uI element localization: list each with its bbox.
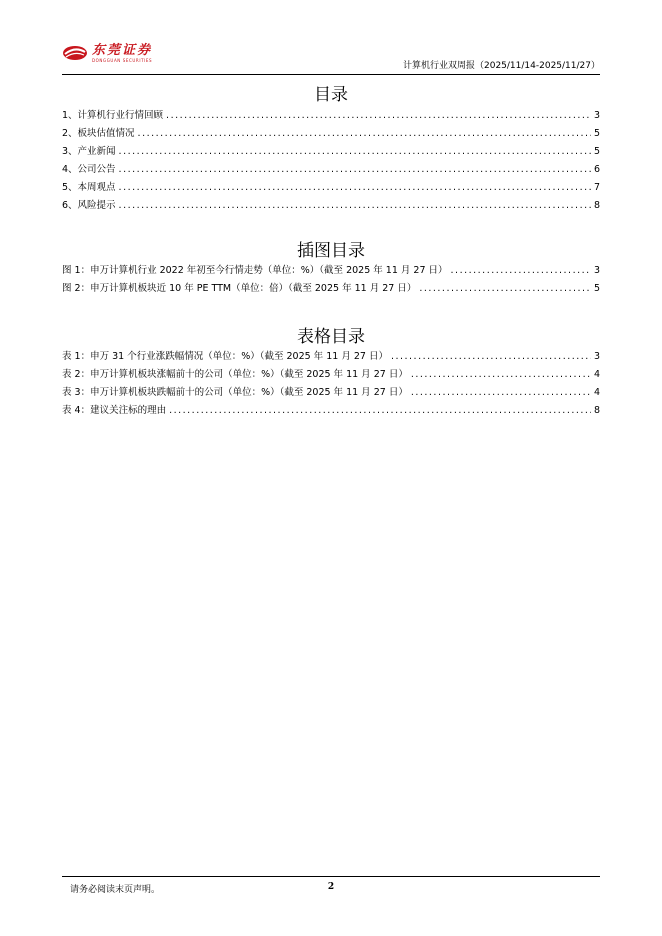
table-entry-label: 表 4：建议关注标的理由 xyxy=(62,405,167,416)
disclaimer-note: 请务必阅读末页声明。 xyxy=(70,885,161,895)
table-entry-label: 表 3：申万计算机板块跌幅前十的公司（单位：%）（截至 2025 年 11 月 27 日） xyxy=(62,387,408,398)
dot-leader xyxy=(138,128,591,139)
dot-leader xyxy=(419,283,591,294)
dot-leader xyxy=(119,164,591,175)
figure-entry-page: 3 xyxy=(593,265,600,276)
toc-entry-page: 3 xyxy=(593,110,600,121)
toc-entry-page: 6 xyxy=(593,164,600,175)
figures-title: 插图目录 xyxy=(297,241,365,261)
dot-leader xyxy=(391,351,591,362)
table-entry-label: 表 2：申万计算机板块涨幅前十的公司（单位：%）（截至 2025 年 11 月 27 日） xyxy=(62,369,408,380)
figures-list xyxy=(62,262,600,298)
toc-title: 目录 xyxy=(314,85,348,105)
toc-entry-page: 5 xyxy=(593,128,600,139)
figure-entry-label: 图 2：申万计算机板块近 10 年 PE TTM（单位：倍）（截至 2025 年 11 月 27 日） xyxy=(62,283,417,294)
tables-title: 表格目录 xyxy=(297,327,365,347)
toc-entry-label: 2、板块估值情况 xyxy=(62,128,135,139)
dot-leader xyxy=(451,265,591,276)
toc-entry[interactable] xyxy=(62,125,600,143)
dot-leader xyxy=(119,182,591,193)
toc-entry-label: 3、产业新闻 xyxy=(62,146,116,157)
logo-chinese-name: 东莞证券 xyxy=(92,43,153,58)
company-logo xyxy=(62,44,152,64)
tables-list xyxy=(62,348,600,420)
table-entry[interactable] xyxy=(62,402,600,420)
toc-entry[interactable] xyxy=(62,161,600,179)
toc-entry[interactable] xyxy=(62,143,600,161)
figure-entry[interactable] xyxy=(62,280,600,298)
toc-entry[interactable] xyxy=(62,107,600,125)
figure-entry-page: 5 xyxy=(593,283,600,294)
table-entry[interactable] xyxy=(62,366,600,384)
page-number: 2 xyxy=(327,882,335,892)
toc-entry-page: 5 xyxy=(593,146,600,157)
dot-leader xyxy=(411,387,591,398)
table-entry-page: 8 xyxy=(593,405,600,416)
table-entry-page: 4 xyxy=(593,387,600,398)
dot-leader xyxy=(411,369,591,380)
figure-entry[interactable] xyxy=(62,262,600,280)
dot-leader xyxy=(119,200,591,211)
toc-entry-page: 7 xyxy=(593,182,600,193)
toc-list xyxy=(62,107,600,215)
toc-entry-page: 8 xyxy=(593,200,600,211)
dot-leader xyxy=(166,110,591,121)
dot-leader xyxy=(119,146,591,157)
table-entry[interactable] xyxy=(62,348,600,366)
page-footer xyxy=(62,876,600,897)
table-entry[interactable] xyxy=(62,384,600,402)
toc-entry-label: 1、计算机行业行情回顾 xyxy=(62,110,164,121)
logo-english-name: DONGGUAN SECURITIES xyxy=(92,58,153,63)
toc-entry[interactable] xyxy=(62,197,600,215)
toc-entry-label: 5、本周观点 xyxy=(62,182,116,193)
report-title: 计算机行业双周报（2025/11/14-2025/11/27） xyxy=(403,61,600,71)
table-entry-page: 3 xyxy=(593,351,600,362)
table-entry-page: 4 xyxy=(593,369,600,380)
toc-entry-label: 6、风险提示 xyxy=(62,200,116,211)
page-header xyxy=(62,44,600,75)
figure-entry-label: 图 1：申万计算机行业 2022 年初至今行情走势（单位：%）（截至 2025 年 11 月 27 日） xyxy=(62,265,448,276)
toc-entry[interactable] xyxy=(62,179,600,197)
logo-mark-icon xyxy=(62,44,88,62)
dot-leader xyxy=(169,405,591,416)
toc-entry-label: 4、公司公告 xyxy=(62,164,116,175)
table-entry-label: 表 1：申万 31 个行业涨跌幅情况（单位：%）（截至 2025 年 11 月 27 日） xyxy=(62,351,388,362)
